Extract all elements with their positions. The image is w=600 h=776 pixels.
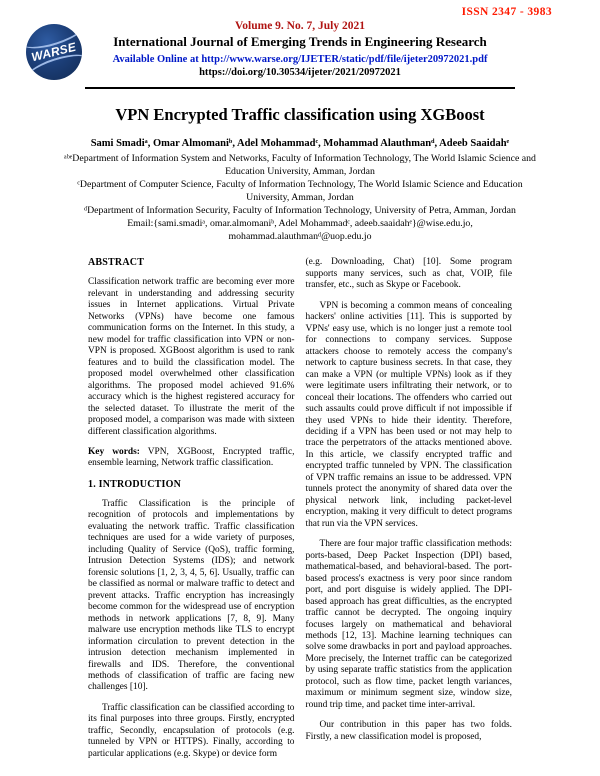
body-columns <box>88 257 512 760</box>
abstract-paragraph: Classification network traffic are becoming ever more relevant in understanding and addressing security issues in Internet applications. Virtual Private Networks (VPNs) have become one famous communication forms on the Internet. In this study, a new model for traffic classification into VPN or non-VPN is proposed. XGBoost algorithm is used to rank features and to build the classification model. The proposed model overwhelmed other classification algorithms. The proposed model achieved 91.6% accuracy which is the highest registered accuracy for the selected dataset. To illustrate the merit of the proposed model, a comparison was made with sixteen different classification algorithms. <box>88 277 295 437</box>
article-title: VPN Encrypted Traffic classification using XGBoost <box>115 105 485 124</box>
available-online-link[interactable]: Available Online at http://www.warse.org/IJETER/static/pdf/file/ijeter20972021.pdf <box>112 54 488 65</box>
left-column <box>88 257 295 760</box>
keywords-text: VPN, XGBoost, Encrypted traffic, ensemble learning, Network traffic classification. <box>88 447 295 469</box>
right-column <box>306 257 513 760</box>
affiliation-3: ᵈDepartment of Information Security, Faculty of Information Technology, University of Petra, Amman, Jordan <box>84 204 516 216</box>
journal-title: International Journal of Emerging Trends in Engineering Research <box>113 34 487 49</box>
doi-link[interactable]: https://doi.org/10.30534/ijeter/2021/20972021 <box>199 67 401 78</box>
right-paragraph-4: Our contribution in this paper has two folds. Firstly, a new classification model is proposed, <box>305 720 512 742</box>
abstract-heading: ABSTRACT <box>88 257 145 269</box>
right-paragraph-2: VPN is becoming a common means of concealing hackers' online activities [11]. This is supported by VPNs' easy use, which is no longer just a remote tool for connections to company services. Suppose attackers choose to remotely access the company's network to capture business secrets. In that case, they can make a VPN (or multiple VPNs) look as if they were legitimate users infiltrating their network, or to conceal their locations. The offenders who carried out such assaults could prove difficult if not impossible if they used VPNs to hide their identity. Therefore, deciding if a VPN has been used or not may help to trace the perpetrators of the attacks mentioned above. In this article, we classify encrypted traffic and encrypted traffic tunneled by VPN. The classification of VPN traffic remains an issue to be addressed. VPN tunnels protect the anonymity of shared data over the physical network link, including packet-level encryption, making it very difficult to detect programs that run via the VPN services. <box>305 300 512 529</box>
issn-number: ISSN 2347 - 3983 <box>461 6 552 18</box>
email-line: Email:{sami.smadiᵃ, omar.almomaniᵇ, Adel Mohammadᶜ, adeeb.saaidahᵉ}@wise.edu.jo, mohammad.alauthmanᵈ@uop.edu.jo <box>127 217 473 242</box>
keywords-line <box>88 447 295 470</box>
logo-text: WARSE <box>30 39 78 65</box>
right-paragraph-3: There are four major traffic classification methods: ports-based, Deep Packet Inspection (DPI) based, mathematical-based, and behavioral-based. The port-based process's exactness is very poor since random port, and port disguise is widely applied. The DPI-based approach has great difficulties, as the encrypted traffic cannot be decrypted. The ongoing inquiry focuses largely on mathematical and behavioral methods [12, 13]. Machine learning techniques can solve some drawbacks in port and payload approaches. More precisely, the Internet traffic can be categorized by using separate traffic statistics from the application protocol, such as flow time, packet length variances, maximum or minimum segment size, window size, round trip time, and packet time inter-arrival. <box>305 539 512 710</box>
authors-line: Sami Smadiᵃ, Omar Almomaniᵇ, Adel Mohammadᶜ, Mohammad Alauthmanᵈ, Adeeb Saaidahᵉ <box>90 138 510 149</box>
affiliation-2: ᶜDepartment of Computer Science, Faculty of Information Technology, The World Islamic Science and Education University, Amman, Jordan <box>77 178 523 203</box>
volume-line: Volume 9. No. 7, July 2021 <box>235 20 365 32</box>
introduction-heading: 1. INTRODUCTION <box>88 478 182 490</box>
intro-paragraph-2: Traffic classification can be classified according to its final purposes into three groups. Firstly, encrypted traffic, Secondly, encapsulation of protocols (e.g. tunneled by VPN or HTTPS). Finally, according to particular applications (e.g. Skype) or device form <box>88 702 295 759</box>
affiliation-1: ᵃᵇᵉDepartment of Information System and Networks, Faculty of Information Technology, The World Islamic Science and Education University, Amman, Jordan <box>64 153 536 177</box>
warse-logo-icon <box>26 24 82 80</box>
right-paragraph-1: (e.g. Downloading, Chat) [10]. Some program supports many services, such as chat, VOIP, file transfer, etc., such as Skype or Facebook. <box>305 257 512 291</box>
intro-paragraph-1: Traffic Classification is the principle of recognition of protocols and implementations by evaluating the network traffic. Traffic classification techniques are used for a wide variety of purposes, including Quality of Service (QoS), traffic forming, Intrusion Detection Systems (IDS); and network forensic solutions [1, 2, 3, 4, 5, 6]. Usually, traffic can be classified as normal or malware traffic to detect and prevent attacks. Traffic encryption has increasingly become common for the widespread use of encryption methods in network applications [7, 8, 9]. Many malware use encryption methods like TLS to encrypt information circulation to prevent detection in the intrusion detection mechanism implemented in firewalls and IDS. Therefore, the conventional methods of classification of traffic are facing new challenges [10]. <box>88 498 295 693</box>
affiliations-block <box>0 153 600 243</box>
header-divider <box>85 87 515 89</box>
keywords-label: Key words: <box>88 447 140 458</box>
